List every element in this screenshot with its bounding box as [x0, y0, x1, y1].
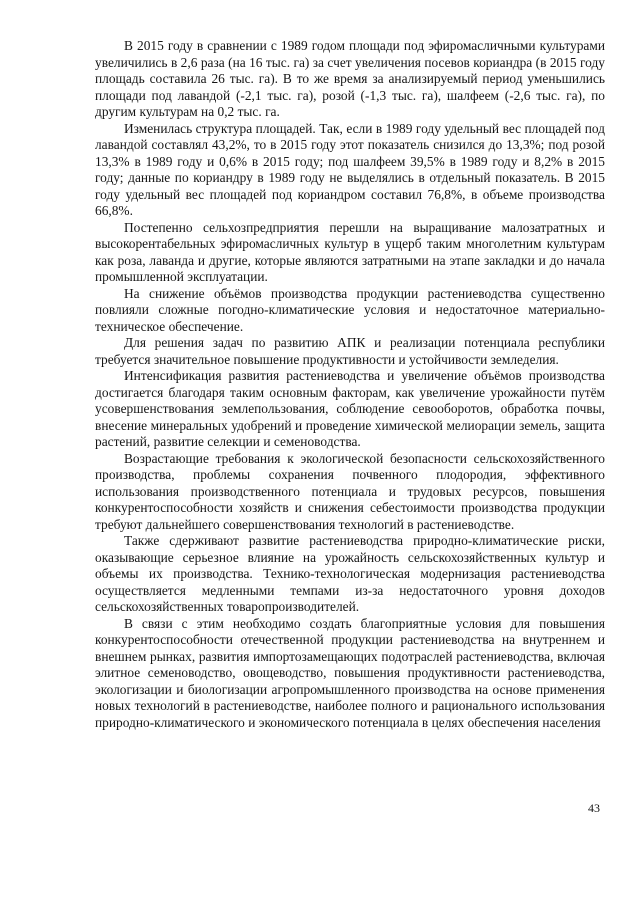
paragraph-4: На снижение объёмов производства продукции растениеводства существенно повлияли сложные погодно-климатические условия и недостаточное материально-техническое обеспечение. [95, 285, 605, 334]
paragraph-3: Постепенно сельхозпредприятия перешли на выращивание малозатратных и высокорентабельных эфиромасличных культур в ущерб таким многолетним культурам как роза, лаванда и другие, которые являются затратными на этапе закладки и до начала промышленной эксплуатации. [95, 219, 605, 284]
paragraph-6: Интенсификация развития растениеводства и увеличение объёмов производства достигается благодаря таким основным факторам, как увеличение урожайности путём усовершенствования землепользования, соблюдение севооборотов, обработка почвы, внесение минеральных удобрений и проведение химической мелиорации земель, защита растений, развитие селекции и семеноводства. [95, 368, 605, 449]
paragraph-2: Изменилась структура площадей. Так, если в 1989 году удельный вес площадей под лавандой составлял 43,2%, то в 2015 году этот показатель снизился до 13,3%; под розой 13,3% в 1989 году и 0,6% в 2015 году; под шалфеем 39,5% в 1989 году и 8,2% в 2015 году; данные по кориандру в 1989 году не выделялись в отдельный показатель. В 2015 году удельный вес площадей под кориандром составил 76,8%, в объеме производства 66,8%. [95, 120, 605, 218]
paragraph-8: Также сдерживают развитие растениеводства природно-климатические риски, оказывающие серьезное влияние на урожайность сельскохозяйственных культур и объемы их производства. Технико-технологическая модернизация растениеводства осуществляется медленными темпами из-за недостаточного уровня доходов сельскохозяйственных товаропроизводителей. [95, 533, 605, 614]
paragraph-1: В 2015 году в сравнении с 1989 годом площади под эфиромасличными культурами увеличились в 2,6 раза (на 16 тыс. га) за счет увеличения посевов кориандра (в 2015 году площадь составила 26 тыс. га). В то же время за анализируемый период уменьшились площади под лавандой (-2,1 тыс. га), розой (-1,3 тыс. га), шалфеем (-2,6 тыс. га), по другим культурам на 0,2 тыс. га. [95, 38, 605, 119]
paragraph-5: Для решения задач по развитию АПК и реализации потенциала республики требуется значительное повышение продуктивности и устойчивости земледелия. [95, 335, 605, 367]
page-number: 43 [588, 801, 600, 815]
paragraph-9: В связи с этим необходимо создать благоприятные условия для повышения конкурентоспособности отечественной продукции растениеводства на внутреннем и внешнем рынках, развития импортозамещающих подотраслей растениеводства, включая элитное семеноводство, овощеводство, повышения продуктивности растениеводства, экологизации и биологизации агропромышленного производства на основе применения новых технологий в растениеводстве, наиболее полного и рационального использования природно-климатического и экономического потенциала в целях обеспечения населения [95, 615, 605, 730]
paragraph-7: Возрастающие требования к экологической безопасности сельскохозяйственного производства, проблемы сохранения почвенного плодородия, эффективного использования производственного потенциала и трудовых ресурсов, повышения конкурентоспособности хозяйств и снижения себестоимости производства продукции требуют дальнейшего совершенствования технологий в растениеводстве. [95, 450, 605, 532]
body-text [95, 38, 605, 731]
